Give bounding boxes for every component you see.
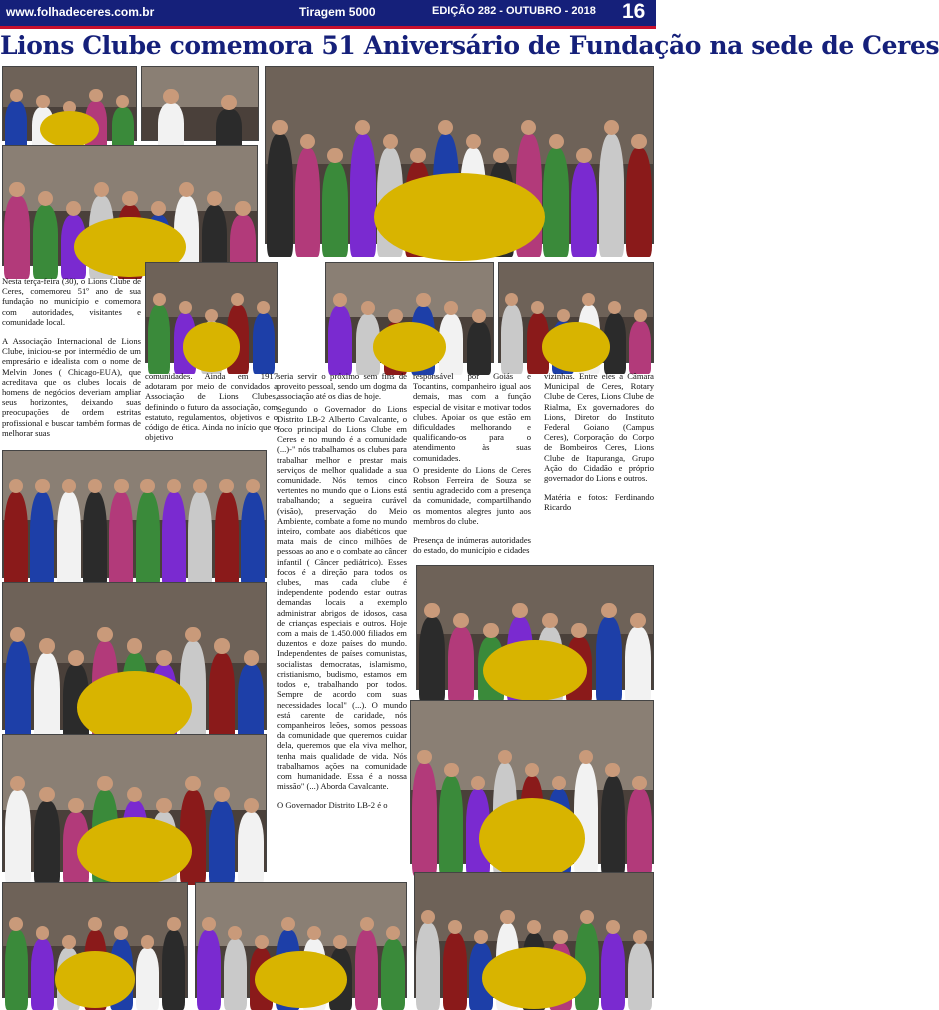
photo-person-head bbox=[416, 293, 430, 307]
photo-person bbox=[599, 134, 625, 257]
photo-person-head bbox=[88, 917, 102, 931]
photo-person bbox=[253, 313, 275, 374]
photo-person-head bbox=[360, 917, 374, 931]
photo-person-head bbox=[632, 776, 647, 791]
photo-person bbox=[267, 134, 293, 257]
photo-person-head bbox=[246, 479, 260, 493]
article-column-5 bbox=[544, 371, 654, 522]
photo-person-head bbox=[10, 89, 23, 102]
photo-background bbox=[266, 67, 653, 164]
photo-person-head bbox=[272, 120, 287, 135]
photo-person-head bbox=[579, 750, 594, 765]
photo-person-head bbox=[9, 917, 23, 931]
photo-person bbox=[238, 812, 264, 885]
photo-person bbox=[34, 653, 60, 744]
photo-person bbox=[31, 939, 54, 1010]
article-column-1 bbox=[2, 276, 141, 447]
photo-table bbox=[483, 640, 587, 702]
photo bbox=[2, 882, 188, 998]
photo-person-head bbox=[444, 763, 459, 778]
photo-person bbox=[30, 492, 54, 590]
photo-person-head bbox=[631, 134, 646, 149]
photo-person-head bbox=[62, 479, 76, 493]
photo-person-head bbox=[156, 650, 172, 666]
photo-person-head bbox=[571, 623, 587, 639]
photo-person bbox=[467, 322, 491, 375]
photo-person bbox=[439, 776, 463, 876]
photo-person bbox=[215, 492, 239, 590]
photo bbox=[498, 262, 654, 363]
circulation: Tiragem 5000 bbox=[299, 5, 376, 19]
photo-person-head bbox=[333, 293, 347, 307]
photo-table bbox=[374, 173, 544, 261]
photo-table bbox=[373, 322, 446, 372]
photo-person-head bbox=[39, 638, 55, 654]
photo-person bbox=[355, 930, 378, 1010]
photo-person-head bbox=[448, 920, 462, 934]
photo-person bbox=[448, 627, 474, 703]
photo-person bbox=[34, 801, 60, 885]
photo-person-head bbox=[153, 293, 166, 306]
photo-person-head bbox=[179, 301, 192, 314]
photo-person bbox=[543, 148, 569, 257]
photo-person-head bbox=[122, 191, 137, 206]
photo bbox=[2, 450, 267, 578]
photo-table bbox=[77, 671, 193, 744]
photo-person-head bbox=[493, 148, 508, 163]
photo-person bbox=[443, 933, 467, 1010]
photo-person-head bbox=[114, 479, 128, 493]
photo-person bbox=[188, 492, 212, 590]
photo-person bbox=[5, 641, 31, 743]
photo-person bbox=[629, 321, 651, 374]
photo-person-head bbox=[483, 623, 499, 639]
page-number: 16 bbox=[622, 0, 646, 23]
photo bbox=[414, 872, 654, 998]
photo-person-head bbox=[231, 293, 244, 306]
photo bbox=[410, 700, 654, 864]
photo-table bbox=[479, 798, 585, 879]
photo-person bbox=[571, 162, 597, 257]
article-paragraph: O Governador Distrito LB-2 é o bbox=[277, 800, 388, 811]
photo-person-head bbox=[68, 798, 84, 814]
article-paragraph: responsável por Goiás e Tocantins, companheiro igual aos demais, mas com a função especial de visitar e motivar todos clubes. Apoiar os que estão em dificuldades melhorando e qualificando-os para o atendimento às suas comunidades. bbox=[413, 371, 531, 463]
photo-person-head bbox=[68, 650, 84, 666]
photo-person bbox=[5, 930, 28, 1010]
article-paragraph: A Associação Internacional de Lions Clube, iniciou-se por intermédio de um empresário e idealista com o nome de Melvin Jones ( Chicago-EUA), que acreditava que os clubes locais de homens de negócios deveriam ampliar seus horizontes, deixando suas preocupações de ordem estritas profissional e buscar também formas de melhorar suas bbox=[2, 336, 141, 438]
photo-person-head bbox=[156, 798, 172, 814]
photo-person-head bbox=[205, 309, 218, 322]
photo-person-head bbox=[553, 930, 567, 944]
photo-person bbox=[4, 196, 29, 279]
photo-person-head bbox=[605, 763, 620, 778]
page-header bbox=[0, 0, 656, 26]
article-paragraph: O presidente do Lions de Ceres Robson Ferreira de Souza se sentiu agradecido com a presença da comunidade, compartilhando os momentos alegres junto aos membros do clube. bbox=[413, 464, 531, 526]
photo-person-head bbox=[62, 935, 76, 949]
photo-person bbox=[601, 933, 625, 1010]
photo-table bbox=[40, 111, 99, 148]
photo-person-head bbox=[163, 89, 179, 105]
photo bbox=[265, 66, 654, 244]
photo-person bbox=[596, 617, 622, 703]
photo-person-head bbox=[424, 603, 440, 619]
photo-person bbox=[501, 305, 523, 374]
photo-person-head bbox=[214, 787, 230, 803]
photo-person bbox=[136, 948, 159, 1010]
photo-person-head bbox=[167, 479, 181, 493]
photo-person bbox=[628, 943, 652, 1010]
photo-person bbox=[627, 789, 651, 876]
photo-person bbox=[209, 653, 235, 744]
photo-person-head bbox=[542, 613, 558, 629]
article-paragraph: seria servir o próximo sem fins de proveito pessoal, sendo um dogma da associação até os dias de hoje. bbox=[277, 371, 407, 402]
photo-person-head bbox=[531, 301, 544, 314]
photo-person bbox=[109, 492, 133, 590]
photo-person-head bbox=[601, 603, 617, 619]
photo bbox=[2, 66, 137, 141]
photo-credit: Matéria e fotos: Ferdinando Ricardo bbox=[544, 492, 654, 513]
photo-person-head bbox=[255, 935, 269, 949]
article-paragraph: vizinhas. Entre eles a Câmara Municipal de Ceres, Rotary Clube de Ceres, Lions Clube de Rialma, Ex governadores do Lions, Diretor do Instituto Federal Goiano (Campus Ceres), Corporação do Corpo de Bombeiros Ceres, Lions Clube de Itapuranga, Grupo Ação do Cidadão e próprio governador do Lions e outros. bbox=[544, 371, 654, 484]
photo-person-head bbox=[167, 917, 181, 931]
photo-person bbox=[238, 664, 264, 743]
photo-person bbox=[625, 627, 651, 703]
article-paragraph: Nesta terça-feira (30), o Lions Clube de Ceres, comemoreu 51º ano de sua fundação no município e comemora com autoridades, visitantes e comunidade local. bbox=[2, 276, 141, 327]
photo-person-head bbox=[576, 148, 591, 163]
photo-person bbox=[381, 939, 404, 1010]
photo-person bbox=[83, 492, 107, 590]
photo-person bbox=[5, 790, 31, 885]
photo-person bbox=[4, 492, 28, 590]
photo bbox=[416, 565, 654, 690]
photo-table bbox=[77, 817, 193, 885]
photo-person-head bbox=[244, 650, 260, 666]
photo-person-head bbox=[185, 776, 201, 792]
photo-person bbox=[57, 492, 81, 590]
photo bbox=[2, 734, 267, 872]
photo-background bbox=[326, 263, 493, 317]
photo-table bbox=[183, 322, 241, 372]
header-divider bbox=[0, 26, 656, 29]
photo-person bbox=[162, 492, 186, 590]
photo-person-head bbox=[417, 750, 432, 765]
photo-person-head bbox=[89, 89, 102, 102]
photo-person bbox=[626, 148, 652, 257]
photo bbox=[195, 882, 407, 998]
photo-person-head bbox=[634, 309, 647, 322]
photo-person bbox=[209, 801, 235, 885]
photo-person-head bbox=[221, 95, 237, 111]
photo-person-head bbox=[281, 917, 295, 931]
article-paragraph: Presença de inúmeras autoridades do estado, do município e cidades bbox=[413, 535, 531, 556]
photo-person bbox=[601, 776, 625, 876]
photo-person-head bbox=[36, 95, 49, 108]
photo-person-head bbox=[552, 776, 567, 791]
photo-person-head bbox=[185, 627, 201, 643]
photo bbox=[325, 262, 494, 363]
photo-person bbox=[416, 923, 440, 1010]
article-column-2 bbox=[145, 371, 278, 451]
photo-person bbox=[224, 939, 247, 1010]
photo-person bbox=[148, 305, 170, 374]
photo-person bbox=[419, 617, 445, 703]
photo-person-head bbox=[151, 201, 166, 216]
photo-person-head bbox=[39, 787, 55, 803]
photo-person-head bbox=[500, 910, 514, 924]
photo-person bbox=[162, 930, 185, 1010]
photo-person-head bbox=[140, 479, 154, 493]
article-paragraph: Segundo o Governador do Lions Distrito LB-2 Alberto Cavalcante, o foco principal do Lions Clube em Ceres e no mundo é a comunidade (...)-" nós trabalhamos os clubes para trabalhar melhor e prestar mais serviços de melhor qualidade a sua comunidade. Nós temos cinco vertentes no mundo que o Lions está trabalhando; a segueira curável (visão), preservação do Meio Ambiente, combate a fome no mundo inteiro, combate aos diabéticos que mata mais de cinco milhões de pessoas ao ano e o combate ao câncer infantil ( Câncer pediátrico). Esses focos é a direção para todos os clubes, mas cada clube é independente podendo estar outras demandas locais a exemplo administrar abrigos de idosos, casa de crianças especiais e outros. Hoje com a mais de 1.450.000 filiados em duzentos e doze países do mundo. Independentes de países comunistas, socialistas democratas, islamismo, cristianismo, budismo, estamos em todos e, trabalhando por todos. Sempre de acordo com suas necessidades local" (...). O mundo está carente de caridade, nós companheiros leões, somos pessoas da comunidade que queremos cuidar dela, queremos que ela viva melhor, tenha mais qualidade de vida. Nós trabalhamos ações na comunidade com humanidade. Essa é a nossa missão" (...) Aborda Cavalcante. bbox=[277, 403, 407, 792]
photo-person-head bbox=[66, 201, 81, 216]
photo-person-head bbox=[35, 479, 49, 493]
photo-person-head bbox=[557, 309, 570, 322]
edition-info: EDIÇÃO 282 - OUTUBRO - 2018 bbox=[432, 5, 596, 17]
photo-person-head bbox=[179, 182, 194, 197]
photo-person-head bbox=[410, 148, 425, 163]
photo-person-head bbox=[388, 309, 402, 323]
photo-person-head bbox=[608, 301, 621, 314]
photo-person bbox=[197, 930, 220, 1010]
photo bbox=[2, 582, 267, 730]
photo-person bbox=[33, 205, 58, 279]
photo-person-head bbox=[214, 638, 230, 654]
article-paragraph: comunidades. Ainda em 1917 adotaram por meio de convidados a Associação de Lions Clubes, definindo o futuro da associação, com estatuto, regulamentos, objetivos e o código de ética. Ainda no início que o objetivo bbox=[145, 371, 278, 443]
photo-person bbox=[322, 162, 348, 257]
photo bbox=[2, 145, 258, 266]
article-column-4 bbox=[413, 371, 531, 564]
headline: Lions Clube comemora 51 Aniversário de Fundação na sede de Ceres bbox=[0, 31, 939, 60]
photo-person-head bbox=[9, 182, 24, 197]
photo-person bbox=[350, 134, 376, 257]
photo-table bbox=[542, 322, 610, 372]
photo-person bbox=[412, 763, 436, 876]
site-url: www.folhadeceres.com.br bbox=[6, 5, 155, 19]
photo-background bbox=[499, 263, 653, 317]
photo-person-head bbox=[361, 301, 375, 315]
photo-person-head bbox=[235, 201, 250, 216]
photo-person bbox=[136, 492, 160, 590]
photo-person-head bbox=[219, 479, 233, 493]
photo bbox=[145, 262, 278, 363]
photo-person-head bbox=[472, 309, 486, 323]
photo bbox=[141, 66, 259, 141]
photo-person bbox=[295, 148, 321, 257]
photo-person bbox=[328, 306, 352, 375]
article-column-3 bbox=[277, 371, 407, 820]
photo-background bbox=[142, 67, 258, 107]
photo-person bbox=[241, 492, 265, 590]
